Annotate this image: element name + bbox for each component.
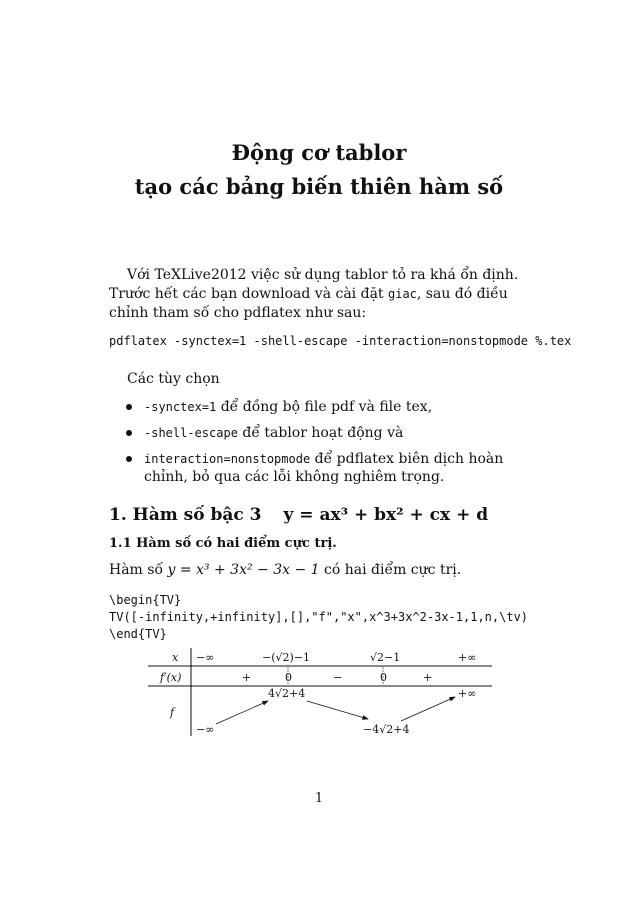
option-code: interaction=nonstopmode xyxy=(144,452,311,466)
f-local-min: −4√2+4 xyxy=(363,723,410,736)
code-line: TV([-infinity,+infinity],[],"f","x",x^3+3x^2-3x-1,1,n,\tv) xyxy=(109,610,529,624)
fprime-sign: − xyxy=(333,671,343,684)
x-value-crit-2: √2−1 xyxy=(370,651,401,664)
x-value-pos-inf: +∞ xyxy=(458,651,477,664)
option-code: -shell-escape xyxy=(144,426,238,440)
f-neg-inf: −∞ xyxy=(196,723,215,736)
option-text: để đồng bộ file pdf và file tex, xyxy=(216,399,433,415)
code-line: \end{TV} xyxy=(109,627,167,641)
subsection-heading: 1.1 Hàm số có hai điểm cực trị. xyxy=(109,536,337,551)
f-local-max: 4√2+4 xyxy=(268,687,306,700)
intro-code: giac xyxy=(388,287,417,301)
increasing-arrow xyxy=(216,701,268,724)
fprime-sign: + xyxy=(242,671,252,684)
section-title: 1. Hàm số bậc 3 xyxy=(109,505,262,525)
f-pos-inf: +∞ xyxy=(458,687,477,700)
fprime-zero: 0 xyxy=(380,671,387,684)
function-text-before: Hàm số xyxy=(109,562,168,578)
x-value-neg-inf: −∞ xyxy=(196,651,215,664)
title-line-1: Động cơ tablor xyxy=(231,140,407,165)
intro-text-after: , sau đó điều chỉnh tham số cho pdflatex như sau: xyxy=(109,286,508,321)
fprime-label: f′(x) xyxy=(160,671,182,684)
decreasing-arrow xyxy=(307,701,368,719)
f-label: f xyxy=(170,706,175,719)
increasing-arrow xyxy=(401,697,455,721)
code-line: \begin{TV} xyxy=(109,593,182,607)
function-text-after: có hai điểm cực trị. xyxy=(319,562,462,578)
fprime-zero: 0 xyxy=(285,671,292,684)
section-formula: y = ax³ + bx² + cx + d xyxy=(283,505,489,525)
x-label: x xyxy=(172,651,179,664)
command-line: pdflatex -synctex=1 -shell-escape -interaction=nonstopmode %.tex xyxy=(109,334,572,348)
option-text: để pdflatex biên dịch hoàn chỉnh, bỏ qua các lỗi không nghiêm trọng. xyxy=(144,451,504,485)
page-number: 1 xyxy=(314,791,324,806)
x-value-crit-1: −(√2)−1 xyxy=(262,651,311,664)
option-code: -synctex=1 xyxy=(144,400,217,414)
options-heading: Các tùy chọn xyxy=(127,371,220,387)
option-text: để tablor hoạt động và xyxy=(237,425,404,441)
title-line-2: tạo các bảng biến thiên hàm số xyxy=(134,174,504,199)
fprime-sign: + xyxy=(423,671,433,684)
intro-text-before: Với TeXLive2012 việc sử dụng tablor tỏ ra khá ổn định. Trước hết các bạn download và cài đặt xyxy=(109,267,519,302)
function-formula: y = x³ + 3x² − 3x − 1 xyxy=(167,562,320,578)
